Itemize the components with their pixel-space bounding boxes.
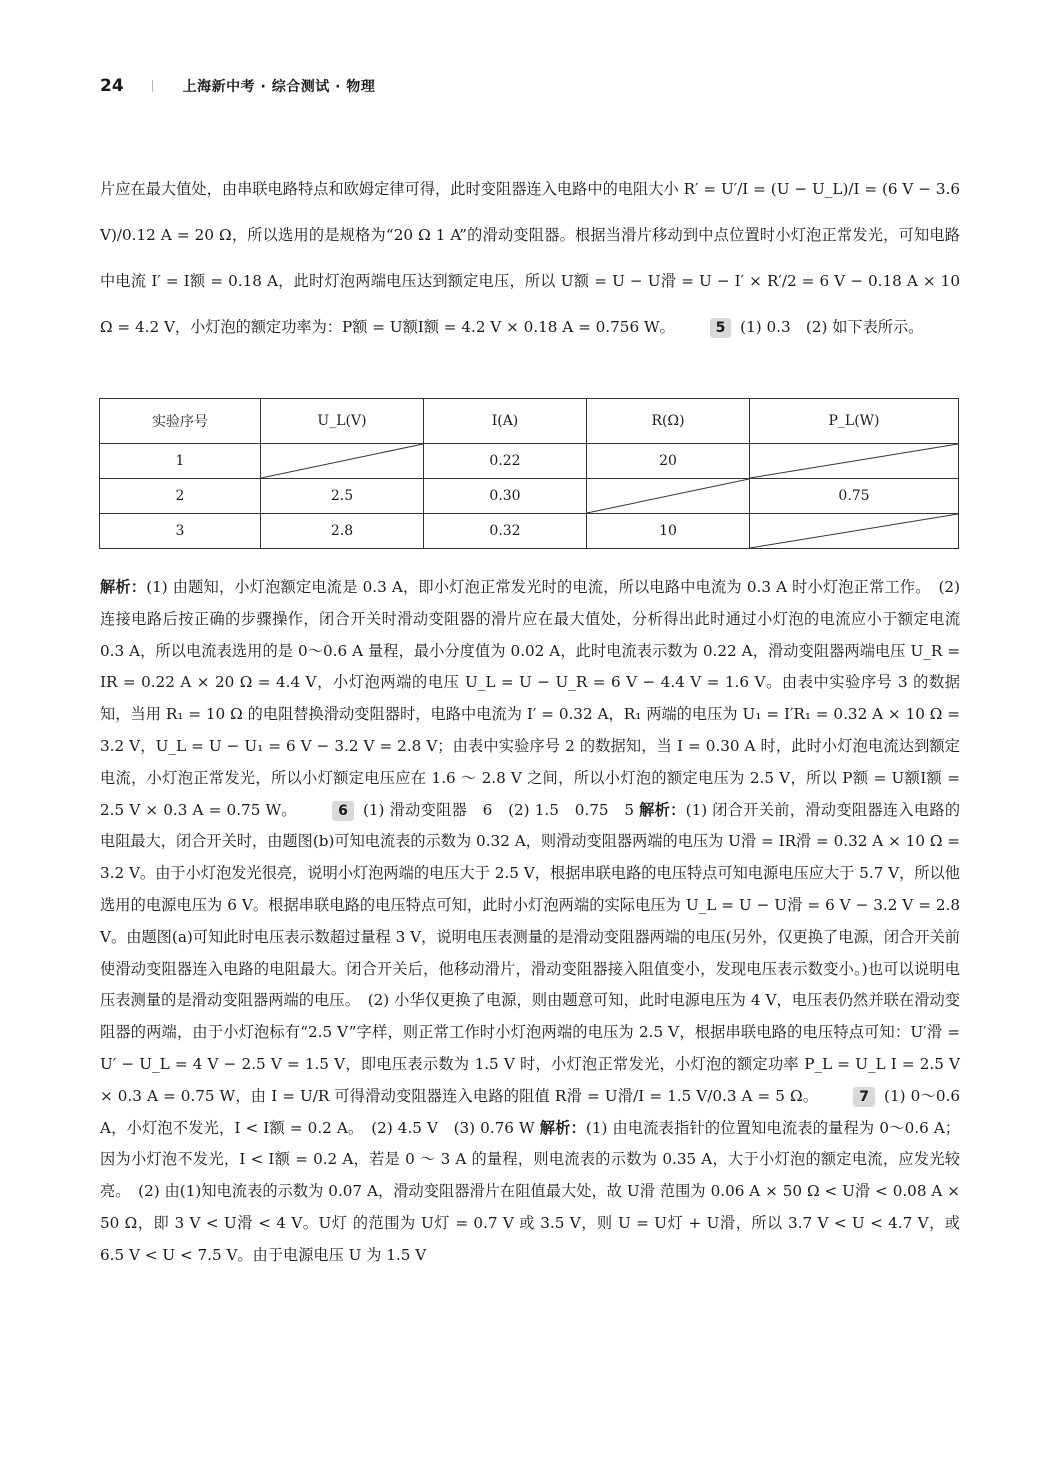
header-divider [152,80,153,92]
page-header [100,74,375,98]
table-header-cell: U_L(V) [261,399,424,444]
table-cell: 3 [100,514,261,549]
table-cell-crossed [750,514,959,549]
q7-answer: (1) 0～0.6 A，小灯泡不发光，I < I额 = 0.2 A。 (2) 4.5 V (3) 0.76 W [100,1086,961,1137]
table-cell-crossed [261,444,424,479]
table-cell: 0.22 [424,444,587,479]
table-header-cell: R(Ω) [587,399,750,444]
diagonal-slash [261,444,423,478]
book-title: 上海新中考 · 综合测试 · 物理 [182,79,376,95]
q5-answer: (1) 0.3 (2) 如下表所示。 [740,318,924,336]
table-header-cell: I(A) [424,399,587,444]
table-header-cell: 实验序号 [100,399,261,444]
table-cell: 2.8 [261,514,424,549]
q6-analysis: (1) 闭合开关前，滑动变阻器连入电路的电阻最大，闭合开关时，由题图(b)可知电流表的示数为 0.32 A，则滑动变阻器两端的电压为 U滑 = IR滑 = 0.32 A × 10 Ω = 3.2 V。由于小灯泡发光很亮，说明小灯泡两端的电压大于 2.5 V，根据串联电路的电压特点可知电源电压应大于 5.7 V，所以他选用的电源电压为 6 V。根据串联电路的电压特点可知，此时小灯泡两端的实际电压为 U_L = U − U滑 = 6 V − 3.2 V = 2.8 V。由题图(a)可知此时电压表示数超过量程 3 V，说明电压表测量的是滑动变阻器两端的电压(另外，仅更换了电源，闭合开关前使滑动变阻器连入电路的电阻最大。闭合开关后，他移动滑片，滑动变阻器接入阻值变小，发现电压表示数变小。)也可以说明电压表测量的是滑动变阻器两端的电压。 (2) 小华仅更换了电源，则由题意可知，此时电源电压为 4 V，电压表仍然并联在滑动变阻器的两端，由于小灯泡标有“2.5 V”字样，则正常工作时小灯泡两端的电压为 2.5 V，根据串联电路的电压特点可知：U′滑 = U′ − U_L = 4 V − 2.5 V = 1.5 V，即电压表示数为 1.5 V 时，小灯泡正常发光，小灯泡的额定功率 P_L = U_L I = 2.5 V × 0.3 A = 0.75 W，由 I = U/R 可得滑动变阻器连入电路的阻值 R滑 = U滑/I = 1.5 V/0.3 A = 5 Ω。 [100,800,961,1105]
table-cell: 20 [587,444,750,479]
table-cell-crossed [750,444,959,479]
page-number: 24 [100,76,124,96]
intro-paragraph [100,166,960,350]
question-badge-5: 5 [710,318,732,338]
analysis-label: 解析： [639,800,686,819]
analysis-label: 解析： [539,1118,586,1137]
diagonal-slash [750,444,958,478]
table-cell-crossed [587,479,750,514]
table-cell: 1 [100,444,261,479]
table-row [100,479,959,514]
q5-analysis: (1) 由题知，小灯泡额定电流是 0.3 A，即小灯泡正常发光时的电流，所以电路中电流为 0.3 A 时小灯泡正常工作。 (2) 连接电路后按正确的步骤操作，闭合开关时滑动变阻器的滑片应在最大值处，分析得出此时通过小灯泡的电流应小于额定电流 0.3 A，所以电流表选用的是 0～0.6 A 量程，最小分度值为 0.02 A，此时电流表示数为 0.22 A，滑动变阻器两端电压 U_R = IR = 0.22 A × 20 Ω = 4.4 V，小灯泡两端的电压 U_L = U − U_R = 6 V − 4.4 V = 1.6 V。由表中实验序号 3 的数据知，当用 R₁ = 10 Ω 的电阻替换滑动变阻器时，电路中电流为 I′ = 0.32 A，R₁ 两端的电压为 U₁ = I′R₁ = 0.32 A × 10 Ω = 3.2 V，U_L = U − U₁ = 6 V − 3.2 V = 2.8 V；由表中实验序号 2 的数据知，当 I = 0.30 A 时，此时小灯泡电流达到额定电流，小灯泡正常发光，所以小灯额定电压应在 1.6 ～ 2.8 V 之间，所以小灯泡的额定电压为 2.5 V，所以 P额 = U额I额 = 2.5 V × 0.3 A = 0.75 W。 [100,578,961,819]
analysis-label: 解析： [100,578,147,596]
diagonal-slash [750,514,958,548]
table-cell: 0.30 [424,479,587,514]
diagonal-slash [587,479,749,513]
table-cell: 2.5 [261,479,424,514]
table-cell: 0.75 [750,479,959,514]
table-row [100,514,959,549]
question-badge-7: 7 [853,1087,875,1107]
table-cell: 0.32 [424,514,587,549]
question-badge-6: 6 [332,801,354,821]
table-cell: 10 [587,514,750,549]
table-row [100,444,959,479]
intro-text: 片应在最大值处，由串联电路特点和欧姆定律可得，此时变阻器连入电路中的电阻大小 R′ = U′/I = (U − U_L)/I = (6 V − 3.6 V)/0.12 A = 20 Ω，所以选用的是规格为“20 Ω 1 A”的滑动变阻器。根据当滑片移动到中点位置时小灯泡正常发光，可知电路中电流 I′ = I额 = 0.18 A，此时灯泡两端电压达到额定电压，所以 U额 = U − U滑 = U − I′ × R′/2 = 6 V − 0.18 A × 10 Ω = 4.2 V，小灯泡的额定功率为：P额 = U额I额 = 4.2 V × 0.18 A = 0.756 W。 [100,180,960,336]
table-cell: 2 [100,479,261,514]
q7-analysis: (1) 由电流表指针的位置知电流表的量程为 0～0.6 A；因为小灯泡不发光，I < I额 = 0.2 A，若是 0 ～ 3 A 的量程，则电流表的示数为 0.35 A，大于小灯泡的额定电流，应发光较亮。 (2) 由(1)知电流表的示数为 0.07 A，滑动变阻器滑片在阻值最大处，故 U滑 范围为 0.06 A × 50 Ω < U滑 < 0.08 A × 50 Ω，即 3 V < U滑 < 4 V。U灯 的范围为 U灯 = 0.7 V 或 3.5 V，则 U = U灯 + U滑，所以 3.7 V < U < 4.7 V，或 6.5 V < U < 7.5 V。由于电源电压 U 为 1.5 V [100,1118,961,1264]
table-header-cell: P_L(W) [750,399,959,444]
analysis-paragraph [100,572,960,1272]
q6-answer: (1) 滑动变阻器 6 (2) 1.5 0.75 5 [362,800,634,819]
table-header-row [100,399,959,444]
data-table [99,398,959,549]
